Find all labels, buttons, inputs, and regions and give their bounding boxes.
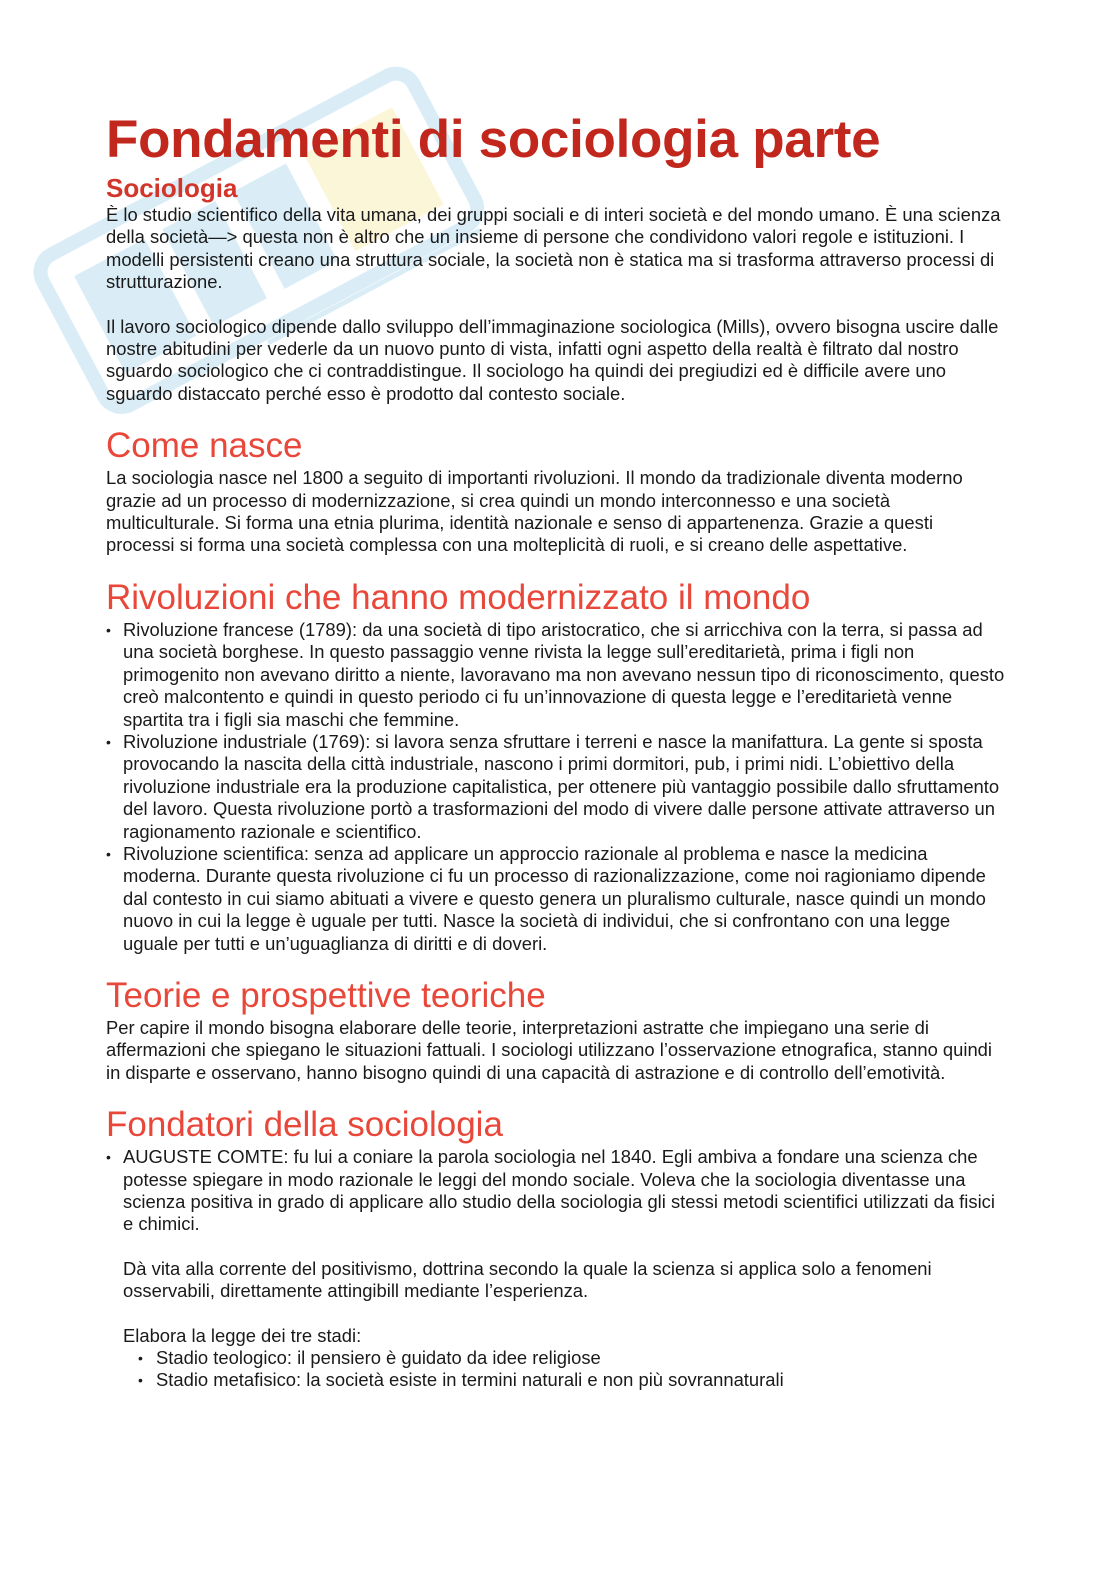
paragraph-teorie: Per capire il mondo bisogna elaborare delle teorie, interpretazioni astratte che impiegano una serie di affermazioni che spiegano le situazioni fattuali. I sociologi utilizzano l’osservazione etnografica, stanno quindi in disparte e osservano, hanno bisogno quindi di una capacità di astrazione e di controllo dell’emotività. — [106, 1016, 993, 1083]
comte-paragraph-2: Dà vita alla corrente del positivismo, dottrina secondo la quale la scienza si applica solo a fenomeni osservabili, direttamente attingibill mediante l’esperienza. — [123, 1257, 932, 1302]
document-page — [106, 108, 1006, 1392]
heading-rivoluzioni: Rivoluzioni che hanno modernizzato il mondo — [106, 577, 811, 617]
comte-paragraph-3: Elabora la legge dei tre stadi: — [123, 1324, 362, 1346]
heading-fondatori: Fondatori della sociologia — [106, 1105, 503, 1145]
list-fondatori — [106, 1146, 1006, 1236]
list-item-comte — [106, 1146, 1006, 1236]
list-item: • Rivoluzione industriale (1769): si lavora senza sfruttare i terreni e nasce la manifattura. La gente si sposta provocando la nascita della città industriale, nascono i primi dormitori, pub, i primi nidi. L’obiettivo della rivoluzione industriale era la produzione capitalistica, per ottenere più vantaggio possibile dallo sfruttamento del lavoro. Questa rivoluzione portò a trasformazioni del modo di vivere dalle persone attivate attraverso un ragionamento razionale e scientifico. — [106, 731, 1006, 843]
heading-come-nasce: Come nasce — [106, 426, 303, 466]
paragraph-come-nasce: La sociologia nasce nel 1800 a seguito di importanti rivoluzioni. Il mondo da tradizionale diventa moderno grazie ad un processo di modernizzazione, si crea quindi un mondo interconnesso e una società multiculturale. Si forma una etnia plurima, identità nazionale e senso di appartenenza. Grazie a questi processi si forma una società complessa con una molteplicità di ruoli, e si creano delle aspettative. — [106, 467, 963, 556]
paragraph-sociologia-2: Il lavoro sociologico dipende dallo sviluppo dell’immaginazione sociologica (Mills), ovvero bisogna uscire dalle nostre abitudini per vederle da un nuovo punto di vista, infatti ogni aspetto della realtà è filtrato dal nostro sguardo sociologico che ci contraddistingue. Il sociologo ha quindi dei pregiudizi ed è difficile avere uno sguardo distaccato perché esso è prodotto dal contesto sociale. — [106, 315, 999, 404]
list-item-stadio: • Stadio metafisico: la società esiste in termini naturali e non più sovrannaturali — [138, 1369, 1006, 1391]
heading-sociologia: Sociologia — [106, 173, 238, 203]
document-title: Fondamenti di sociologia parte — [106, 110, 881, 169]
list-item-stadio: • Stadio teologico: il pensiero è guidato da idee religiose — [138, 1347, 1006, 1369]
list-item: • Rivoluzione scientifica: senza ad applicare un approccio razionale al problema e nasce la medicina moderna. Durante questa rivoluzione ci fu un processo di razionalizzazione, come noi ragioniamo dipende dal contesto in cui siamo abituati a vivere e questo genera un pluralismo culturale, nasce quindi un mondo nuovo in cui la legge è uguale per tutti. Nasce la società di individui, che si confrontano con una legge uguale per tutti e un’uguaglianza di diritti e di doveri. — [106, 843, 1006, 955]
list-item: • Rivoluzione francese (1789): da una società di tipo aristocratico, che si arricchiva con la terra, si passa ad una società borghese. In questo passaggio venne rivista la legge sull’ereditarietà, prima i figli non primogenito non avevano diritto a niente, lavoravano ma non avevano nessun tipo di riconoscimento, questo creò malcontento e quindi in questo periodo ci fu un’innovazione di questa legge e l’ereditarietà venne spartita tra i figli sia maschi che femmine. — [106, 619, 1006, 731]
comte-paragraph-1: AUGUSTE COMTE: fu lui a coniare la parola sociologia nel 1840. Egli ambiva a fondare una scienza che potesse spiegare in modo razionale le leggi del mondo sociale. Voleva che la sociologia diventasse una scienza positiva in grado di applicare allo studio della sociologia gli stessi metodi scientifici utilizzati da fisici e chimici. — [123, 1146, 995, 1235]
list-rivoluzioni — [106, 619, 1006, 955]
paragraph-sociologia-1: È lo studio scientifico della vita umana, dei gruppi sociali e di interi società e del mondo umano. È una scienza della società—> questa non è altro che un insieme di persone che condividono valori regole e istituzioni. I modelli persistenti creano una struttura sociale, la società non è statica ma si trasforma attraverso processi di strutturazione. — [106, 204, 1001, 293]
list-stadi — [138, 1347, 1006, 1392]
heading-teorie: Teorie e prospettive teoriche — [106, 975, 546, 1015]
